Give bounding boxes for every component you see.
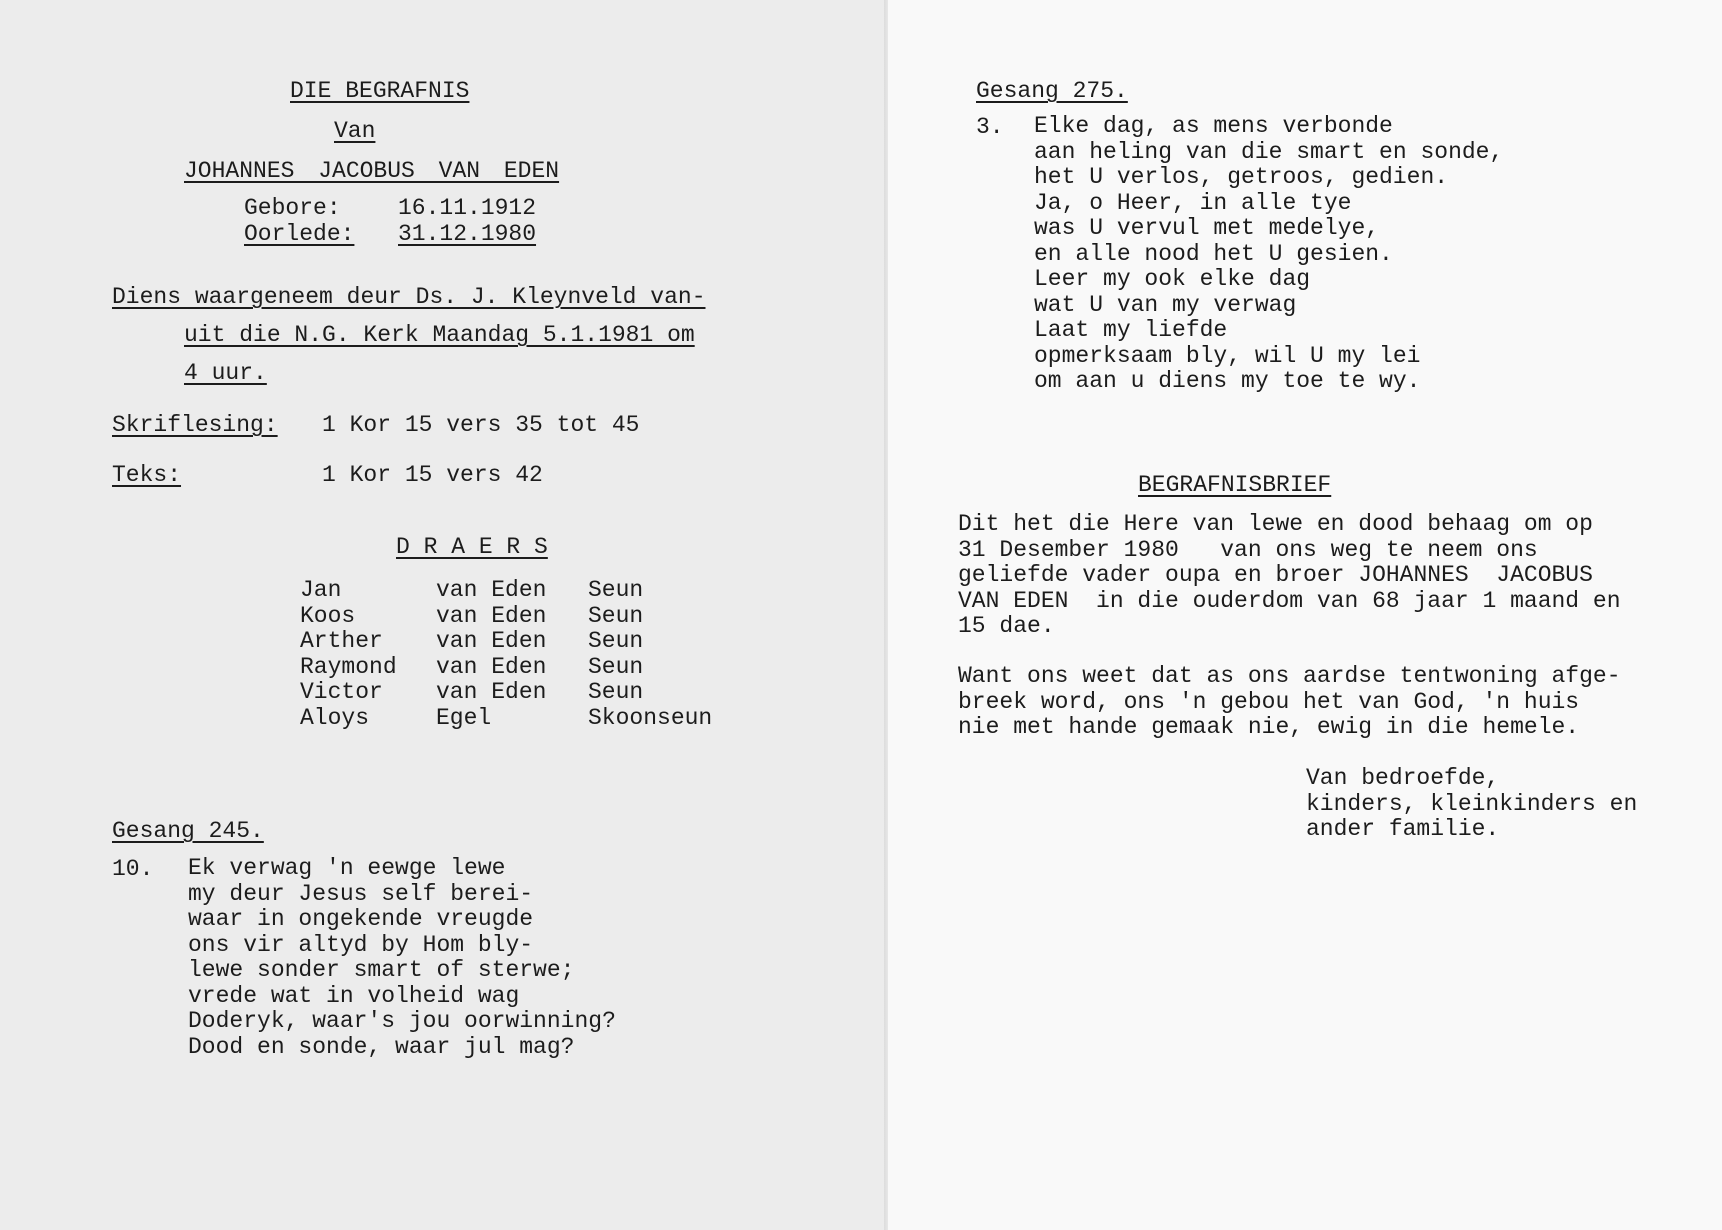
hymn-line: aan heling van die smart en sonde, <box>1034 138 1504 165</box>
hymn-line: ons vir altyd by Hom bly- <box>188 931 534 958</box>
hymn-line: en alle nood het U gesien. <box>1034 240 1393 267</box>
hymn-line: was U vervul met medelye, <box>1034 215 1380 241</box>
bearer-first: Victor <box>300 679 383 705</box>
bearer-row <box>300 604 712 630</box>
bearer-relation: Skoonseun <box>588 704 713 731</box>
letter-closing <box>1306 766 1637 843</box>
bearer-relation: Seun <box>588 653 644 680</box>
bearer-last: van Eden <box>436 628 547 654</box>
hymn-275-verse <box>1034 114 1503 395</box>
bearer-first: Arther <box>300 628 383 654</box>
letter-line: 15 dae. <box>958 613 1055 639</box>
letter-paragraph-1 <box>958 512 1621 640</box>
letter-line: breek word, ons 'n gebou het van God, 'n huis <box>958 688 1580 715</box>
letter-line: geliefde vader oupa en broer JOHANNES JACOBUS <box>958 562 1593 588</box>
hymn-line: waar in ongekende vreugde <box>188 906 534 932</box>
hymn-line: om aan u diens my toe te wy. <box>1034 368 1421 394</box>
hymn-245-title: Gesang 245. <box>112 818 264 844</box>
bearer-relation: Seun <box>588 679 644 705</box>
service-line-3: 4 uur. <box>184 360 267 386</box>
bearer-relation: Seun <box>588 602 644 629</box>
born-date: 16.11.1912 <box>398 195 537 221</box>
bearer-first: Jan <box>300 577 342 603</box>
text-value: 1 Kor 15 vers 42 <box>322 462 543 488</box>
bearer-last: van Eden <box>436 602 547 629</box>
hymn-line: het U verlos, getroos, gedien. <box>1034 164 1449 190</box>
born-label: Gebore: <box>244 195 341 221</box>
bearer-first: Raymond <box>300 653 397 680</box>
bearers-title: D R A E R S <box>396 534 548 560</box>
bearer-last: van Eden <box>436 653 547 680</box>
hymn-line: wat U van my verwag <box>1034 291 1297 318</box>
hymn-line: Laat my liefde <box>1034 317 1228 343</box>
reading-value: 1 Kor 15 vers 35 tot 45 <box>322 412 640 438</box>
letter-line: VAN EDEN in die ouderdom van 68 jaar 1 maand en <box>958 587 1621 614</box>
bearer-row <box>300 706 712 732</box>
bearer-row <box>300 655 712 681</box>
hymn-line: Ek verwag 'n eewge lewe <box>188 855 506 881</box>
closing-line: ander familie. <box>1306 816 1500 842</box>
bearer-row <box>300 629 712 655</box>
bearer-first: Koos <box>300 602 356 629</box>
hymn-line: Ja, o Heer, in alle tye <box>1034 189 1352 216</box>
closing-line: kinders, kleinkinders en <box>1306 790 1638 817</box>
hymn-line: my deur Jesus self berei- <box>188 880 534 907</box>
died-label: Oorlede: <box>244 221 355 247</box>
bearer-row <box>300 578 712 604</box>
right-page <box>888 0 1722 1230</box>
letter-line: Dit het die Here van lewe en dood behaag om op <box>958 511 1593 537</box>
service-line-2: uit die N.G. Kerk Maandag 5.1.1981 om <box>184 322 695 348</box>
bearer-relation: Seun <box>588 577 644 603</box>
hymn-245-verse-number: 10. <box>112 856 154 882</box>
hymn-line: Leer my ook elke dag <box>1034 266 1311 292</box>
hymn-line: opmerksaam bly, wil U my lei <box>1034 342 1421 369</box>
hymn-line: lewe sonder smart of sterwe; <box>188 957 575 983</box>
funeral-title: DIE BEGRAFNIS <box>290 78 470 104</box>
letter-title: BEGRAFNISBRIEF <box>1138 472 1332 498</box>
text-label: Teks: <box>112 462 182 488</box>
hymn-245-verse <box>188 856 616 1060</box>
hymn-275-title: Gesang 275. <box>976 78 1128 104</box>
closing-line: Van bedroefde, <box>1306 765 1500 791</box>
deceased-name: JOHANNES JACOBUS VAN EDEN <box>184 158 560 184</box>
died-date: 31.12.1980 <box>398 221 537 247</box>
van-label: Van <box>334 118 376 144</box>
letter-line: nie met hande gemaak nie, ewig in die hemele. <box>958 714 1580 740</box>
hymn-line: Elke dag, as mens verbonde <box>1034 113 1393 139</box>
hymn-line: Dood en sonde, waar jul mag? <box>188 1033 575 1060</box>
service-line-1: Diens waargeneem deur Ds. J. Kleynveld van- <box>112 284 706 310</box>
bearer-last: Egel <box>436 704 492 731</box>
hymn-line: vrede wat in volheid wag <box>188 982 520 1009</box>
letter-paragraph-2 <box>958 664 1621 741</box>
bearer-row <box>300 680 712 706</box>
bearer-last: van Eden <box>436 577 547 603</box>
bearer-last: van Eden <box>436 679 547 705</box>
hymn-line: Doderyk, waar's jou oorwinning? <box>188 1008 616 1034</box>
letter-line: Want ons weet dat as ons aardse tentwoning afge- <box>958 663 1621 689</box>
bearers-list <box>300 578 712 731</box>
bearer-relation: Seun <box>588 628 644 654</box>
reading-label: Skriflesing: <box>112 412 278 438</box>
hymn-275-verse-number: 3. <box>976 114 1004 140</box>
bearer-first: Aloys <box>300 704 370 731</box>
letter-line: 31 Desember 1980 van ons weg te neem ons <box>958 536 1538 563</box>
